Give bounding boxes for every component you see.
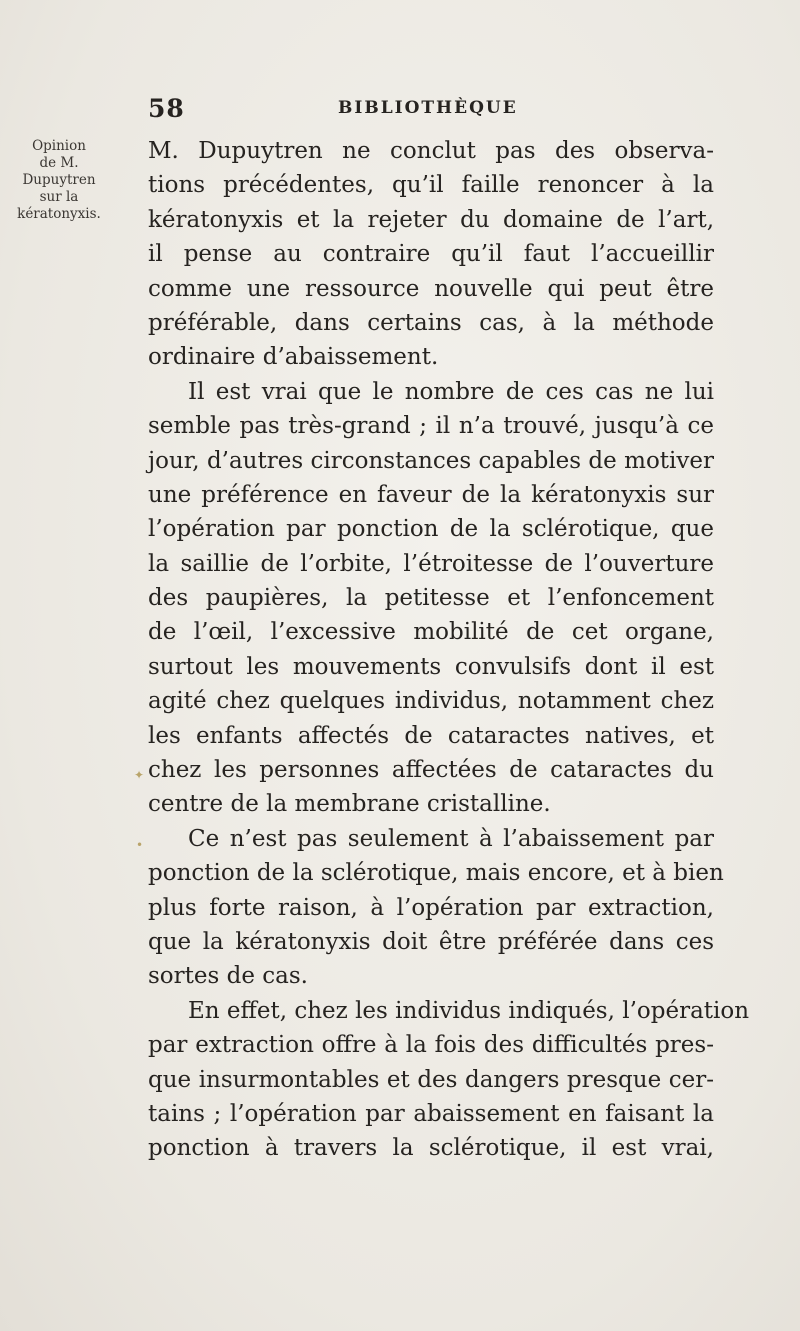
text-line: de l’œil, l’excessive mobilité de cet organe,	[148, 619, 714, 646]
text-line: une préférence en faveur de la kératonyxis sur	[148, 481, 714, 508]
text-line: surtout les mouvements convulsifs dont il est	[148, 653, 714, 680]
page-header	[148, 94, 712, 124]
paper-stain: ✦	[134, 768, 145, 782]
text-line: les enfants affectés de cataractes natives, et	[148, 722, 714, 749]
text-line: Il est vrai que le nombre de ces cas ne lui	[188, 378, 714, 405]
text-line: ponction à travers la sclérotique, il est vrai,	[148, 1135, 714, 1162]
text-line: la saillie de l’orbite, l’étroitesse de l’ouverture	[148, 550, 714, 577]
text-line: jour, d’autres circonstances capables de motiver	[148, 447, 714, 474]
text-line: kératonyxis et la rejeter du domaine de l’art,	[148, 206, 714, 233]
text-line: l’opération par ponction de la sclérotique, que	[148, 516, 714, 543]
body-text	[148, 134, 750, 1166]
text-line: semble pas très-grand ; il n’a trouvé, jusqu’à ce	[148, 413, 714, 440]
text-line: Ce n’est pas seulement à l’abaissement par	[188, 825, 714, 852]
text-line: tions précédentes, qu’il faille renoncer à la	[148, 172, 714, 199]
text-line: agité chez quelques individus, notamment chez	[148, 688, 714, 715]
text-line: chez les personnes affectées de cataractes du	[148, 757, 714, 784]
margin-note-line: kératonyxis.	[17, 206, 101, 222]
text-line: tains ; l’opération par abaissement en faisant la	[148, 1100, 714, 1127]
paper-stain: •	[136, 838, 144, 852]
text-line: plus forte raison, à l’opération par extraction,	[148, 894, 714, 921]
text-line: des paupières, la petitesse et l’enfoncement	[148, 585, 714, 612]
text-line: ponction de la sclérotique, mais encore, et à bien	[148, 860, 724, 887]
text-line: En effet, chez les individus indiqués, l’opération	[188, 997, 750, 1024]
margin-note	[14, 138, 104, 223]
text-line: ordinaire d’abaissement.	[148, 344, 439, 371]
text-line: M. Dupuytren ne conclut pas des observa-	[148, 138, 714, 164]
running-head: BIBLIOTHÈQUE	[338, 98, 518, 118]
text-line: il pense au contraire qu’il faut l’accueillir	[148, 241, 714, 268]
margin-note-line: Dupuytren	[22, 172, 96, 188]
text-line: centre de la membrane cristalline.	[148, 791, 551, 818]
margin-note-line: sur la	[39, 189, 79, 205]
text-line: préférable, dans certains cas, à la méthode	[148, 309, 714, 336]
text-line: comme une ressource nouvelle qui peut être	[148, 275, 714, 302]
text-line: que insurmontables et des dangers presque cer-	[148, 1066, 714, 1093]
text-line: par extraction offre à la fois des difficultés pres-	[148, 1032, 714, 1059]
text-line: que la kératonyxis doit être préférée dans ces	[148, 928, 714, 955]
margin-note-line: de M.	[39, 155, 79, 171]
page-number: 58	[148, 94, 185, 123]
margin-note-line: Opinion	[32, 138, 86, 154]
text-line: sortes de cas.	[148, 963, 308, 990]
